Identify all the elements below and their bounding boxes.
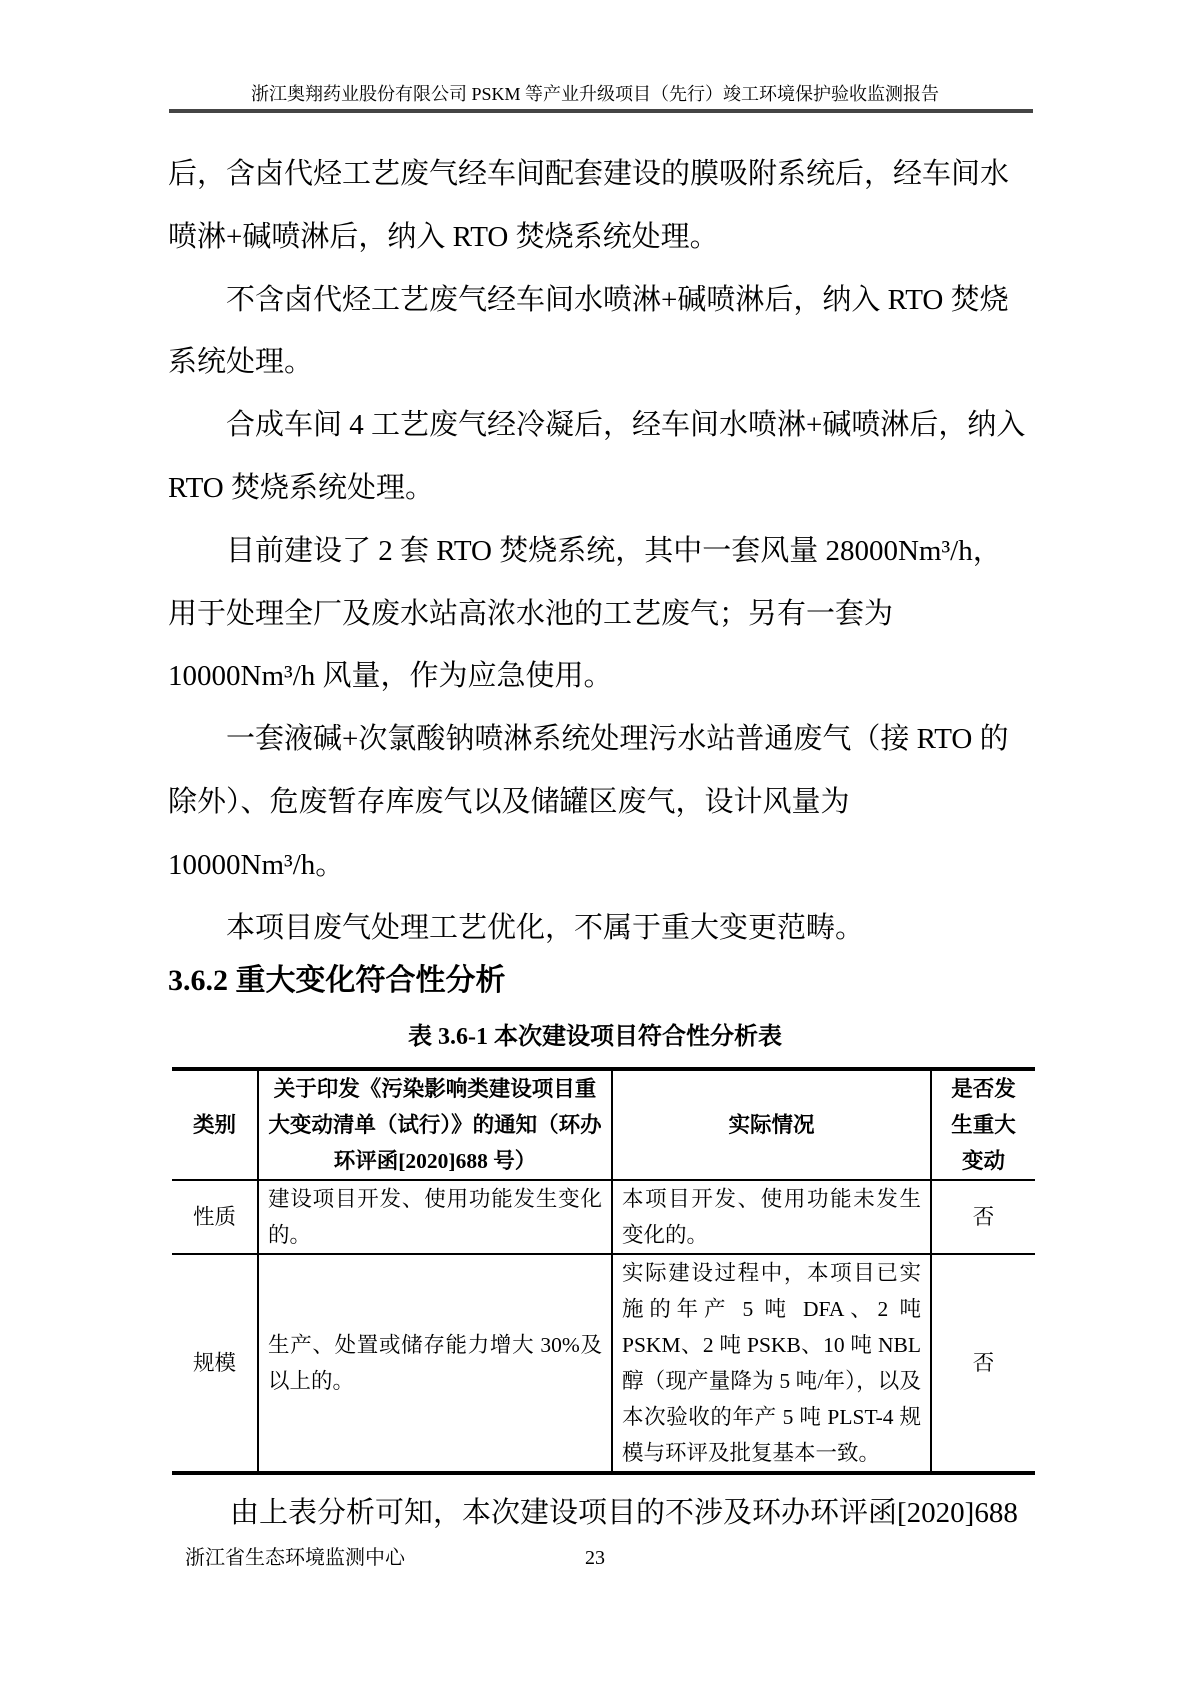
body-line: 喷淋+碱喷淋后，纳入 RTO 焚烧系统处理。: [168, 220, 719, 253]
cell-requirement: 建设项目开发、使用功能发生变化的。: [258, 1180, 612, 1254]
cell-requirement: 生产、处置或储存能力增大 30%及以上的。: [258, 1254, 612, 1473]
body-line: RTO 焚烧系统处理。: [168, 471, 434, 504]
section-heading: 3.6.2 重大变化符合性分析: [168, 964, 506, 997]
cell-category: 性质: [172, 1180, 258, 1254]
table-title: 表 3.6-1 本次建设项目符合性分析表: [408, 1024, 782, 1050]
body-text: [168, 143, 1028, 959]
table-header-row: [172, 1069, 1035, 1180]
col-header-requirement: 关于印发《污染影响类建设项目重大变动清单（试行）》的通知（环办环评函[2020]688 号）: [258, 1069, 612, 1180]
body-line: 后，含卤代烃工艺废气经车间配套建设的膜吸附系统后，经车间水: [168, 158, 1010, 190]
cell-actual: 实际建设过程中，本项目已实施的年产 5 吨 DFA、2 吨 PSKM、2 吨 PSKB、10 吨 NBL 醇（现产量降为 5 吨/年），以及本次验收的年产 5 吨 PLST-4 规模与环评及批复基本一致。: [612, 1254, 931, 1473]
footer-page-number: 23: [585, 1547, 605, 1569]
table-row: [172, 1254, 1035, 1473]
body-line: 系统处理。: [168, 346, 314, 379]
body-line: 本项目废气处理工艺优化，不属于重大变更范畴。: [226, 911, 865, 944]
table-row: [172, 1180, 1035, 1254]
body-line: 不含卤代烃工艺废气经车间水喷淋+碱喷淋后，纳入 RTO 焚烧: [226, 283, 1009, 316]
col-header-actual: 实际情况: [612, 1069, 931, 1180]
page-header-title: 浙江奥翔药业股份有限公司 PSKM 等产业升级项目（先行）竣工环境保护验收监测报告: [250, 84, 940, 104]
col-header-category: 类别: [172, 1069, 258, 1180]
cell-category: 规模: [192, 1351, 236, 1375]
cell-actual: 本项目开发、使用功能未发生变化的。: [612, 1180, 931, 1254]
col-header-major-change: 是否发生重大变动: [931, 1069, 1035, 1180]
cell-major-change: 否: [931, 1180, 1035, 1254]
body-line: 10000Nm³/h。: [168, 848, 345, 881]
footer-org: 浙江省生态环境监测中心: [185, 1547, 405, 1569]
header-rule: [169, 109, 1033, 113]
body-line: 用于处理全厂及废水站高浓水池的工艺废气；另有一套为: [168, 597, 894, 630]
compliance-analysis-table: [172, 1067, 1035, 1475]
closing-paragraph: 由上表分析可知，本次建设项目的不涉及环办环评函[2020]688: [230, 1497, 1018, 1529]
body-line: 一套液碱+次氯酸钠喷淋系统处理污水站普通废气（接 RTO 的: [226, 723, 1009, 756]
cell-major-change: 否: [931, 1254, 1035, 1473]
body-line: 除外）、危废暂存库废气以及储罐区废气，设计风量为: [168, 785, 850, 818]
body-line: 10000Nm³/h 风量，作为应急使用。: [168, 660, 613, 693]
body-line: 目前建设了 2 套 RTO 焚烧系统，其中一套风量 28000Nm³/h，: [226, 534, 1002, 567]
body-line: 合成车间 4 工艺废气经冷凝后，经车间水喷淋+碱喷淋后，纳入: [226, 409, 1026, 442]
